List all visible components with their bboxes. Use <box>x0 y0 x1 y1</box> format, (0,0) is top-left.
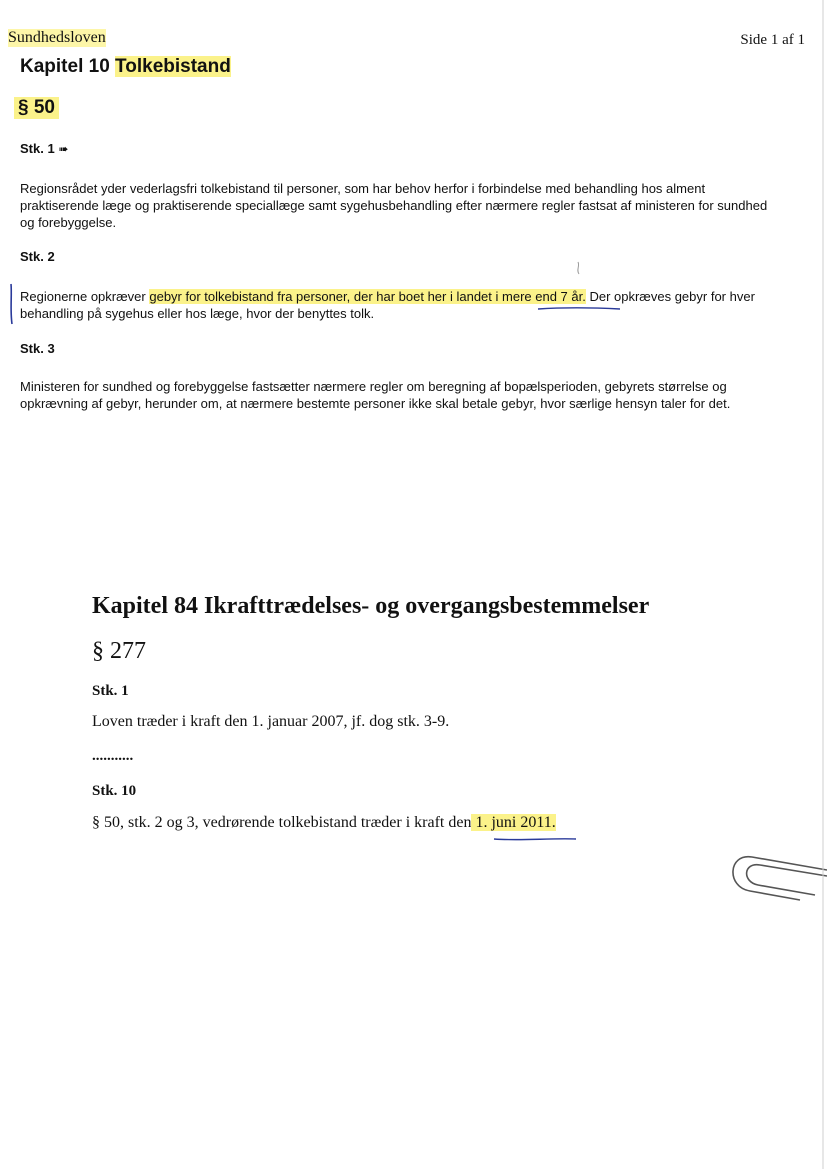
paperclip-icon <box>733 857 827 900</box>
stk2-text-before: Regionerne opkræver <box>20 289 150 304</box>
section-50-stk3-text: Ministeren for sundhed og forebyggelse fastsætter nærmere regler om beregning af bopælsperioden, gebyrets størrelse og opkrævning af gebyr, herunder om, at nærmere bestemte personer ikke skal betale gebyr, hvor særlige hensyn taler for det. <box>20 379 731 411</box>
header-page-number: Side 1 af 1 <box>740 32 805 48</box>
pencil-mark <box>578 262 579 274</box>
stk2-text-after: Der opkræves gebyr for hver behandling på sygehus eller hos læge, hvor der benyttes tolk. <box>20 289 755 321</box>
margin-pen-mark <box>11 284 12 324</box>
chapter-10-prefix: Kapitel 10 <box>20 56 110 77</box>
section-50-stk2-label: Stk. 2 <box>20 249 55 264</box>
stk10-text-highlight: 1. juni 2011. <box>471 814 556 831</box>
chapter-84-title: Kapitel 84 Ikrafttrædelses- og overgangsbestemmelser <box>92 593 650 619</box>
underline-pen-mark-1 <box>538 308 620 309</box>
section-277-title: § 277 <box>92 638 146 664</box>
omitted-text-ellipsis: ........... <box>92 748 134 764</box>
section-277-stk10-label: Stk. 10 <box>92 783 137 799</box>
underline-pen-mark-2 <box>494 839 576 840</box>
section-277-stk1-label: Stk. 1 <box>92 683 129 699</box>
arrow-icon: ➠ <box>58 142 69 156</box>
stk2-text-highlight: gebyr for tolkebistand fra personer, der har boet her i landet i mere end 7 år. <box>149 289 586 304</box>
section-50-stk3-label: Stk. 3 <box>20 341 55 356</box>
stk10-text-before: § 50, stk. 2 og 3, vedrørende tolkebistand træder i kraft den <box>92 814 472 831</box>
stk1-label-text: Stk. 1 <box>20 141 55 156</box>
header-document-name: Sundhedsloven <box>8 29 106 46</box>
section-50-stk1-text: Regionsrådet yder vederlagsfri tolkebistand til personer, som har behov herfor i forbindelse med behandling hos alment praktiserende læge og praktiserende speciallæge samt sygehusbehandling efter nærmere regler fastsat af ministeren for sundhed og forebyggelse. <box>20 181 768 230</box>
section-277-stk1-text: Loven træder i kraft den 1. januar 2007, jf. dog stk. 3-9. <box>92 713 450 730</box>
chapter-10-name: Tolkebistand <box>115 56 231 77</box>
section-50-title: § 50 <box>14 97 59 119</box>
